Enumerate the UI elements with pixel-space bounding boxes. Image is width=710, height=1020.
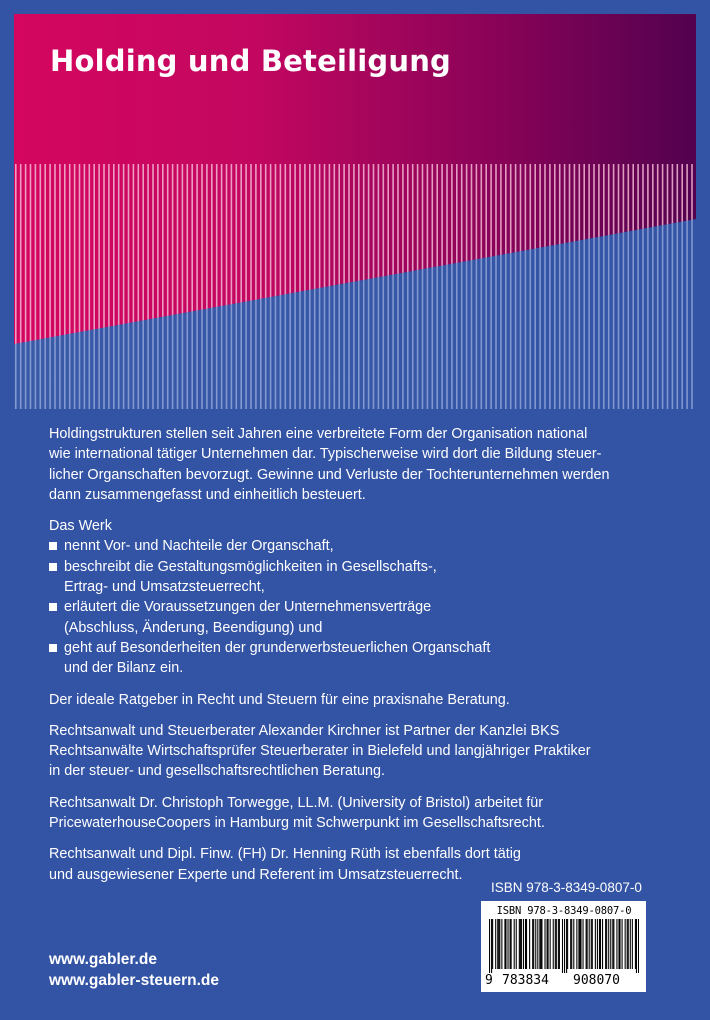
list-item bbox=[49, 536, 664, 556]
barcode-bar bbox=[619, 919, 620, 969]
decorative-stripe bbox=[603, 214, 605, 409]
description-block bbox=[49, 424, 664, 885]
barcode-bar bbox=[553, 919, 554, 969]
author-bio-line: Rechtsanwalt und Steuerberater Alexander Kirchner ist Partner der Kanzlei BKS bbox=[49, 722, 560, 739]
barcode-bar bbox=[539, 919, 540, 969]
barcode-bar bbox=[544, 919, 545, 969]
barcode-digit-group: 908070 bbox=[573, 973, 620, 988]
author-bio-line: Rechtsanwalt und Dipl. Finw. (FH) Dr. Henning Rüth ist ebenfalls dort tätig bbox=[49, 846, 521, 863]
barcode-bar bbox=[586, 919, 587, 969]
barcode-bar bbox=[491, 919, 492, 973]
barcode-bar bbox=[556, 919, 557, 969]
barcode-bar bbox=[511, 919, 512, 969]
barcode-bar bbox=[547, 919, 548, 969]
barcode-bar bbox=[558, 919, 559, 969]
barcode-bar bbox=[595, 919, 596, 969]
barcode-bar bbox=[602, 919, 603, 969]
intro-line: Holdingstrukturen stellen seit Jahren eine verbreitete Form der Organisation national bbox=[49, 426, 588, 442]
decorative-stripe bbox=[647, 214, 649, 409]
barcode-header: ISBN 978-3-8349-0807-0 bbox=[496, 905, 632, 917]
intro-line: wie international tätiger Unternehmen dar. Typischerweise wird dort die Bildung steuer- bbox=[49, 446, 602, 463]
decorative-stripe bbox=[632, 214, 634, 409]
werk-label: Das Werk bbox=[49, 518, 112, 535]
decorative-stripe bbox=[588, 214, 590, 409]
barcode-bar bbox=[638, 919, 639, 973]
barcode-bar bbox=[489, 919, 490, 973]
barcode-bar bbox=[555, 919, 556, 969]
barcode-bar bbox=[622, 919, 623, 969]
decorative-stripe bbox=[35, 164, 37, 364]
barcode-bar bbox=[498, 919, 499, 969]
decorative-stripe bbox=[598, 214, 600, 409]
barcode-bar bbox=[497, 919, 498, 969]
website-link[interactable]: www.gabler.de bbox=[49, 951, 157, 968]
decorative-stripe bbox=[667, 214, 669, 409]
barcode-bar bbox=[600, 919, 601, 969]
decorative-stripe bbox=[30, 164, 32, 364]
website-links bbox=[49, 949, 219, 991]
barcode-bar bbox=[519, 919, 520, 969]
intro-line: dann zusammengefasst und einheitlich besteuert. bbox=[49, 486, 366, 503]
author-bio bbox=[49, 721, 664, 782]
barcode-bar bbox=[635, 919, 636, 969]
barcode-bar bbox=[540, 919, 541, 969]
decorative-stripe bbox=[691, 214, 693, 409]
feature-list bbox=[49, 536, 664, 678]
barcode-bar bbox=[630, 919, 631, 969]
decorative-stripe bbox=[672, 214, 674, 409]
decorative-stripe bbox=[579, 214, 581, 409]
decorative-stripe bbox=[642, 214, 644, 409]
barcode-bar bbox=[510, 919, 511, 969]
barcode-bar bbox=[570, 919, 571, 969]
barcode-bar bbox=[505, 919, 506, 969]
barcode-bar bbox=[582, 919, 583, 969]
decorative-stripe bbox=[583, 214, 585, 409]
author-bio-line: und ausgewiesener Experte und Referent im Umsatzsteuerrecht. bbox=[49, 866, 463, 883]
barcode-bar bbox=[579, 919, 580, 969]
cover-artwork bbox=[14, 14, 696, 409]
square-bullet-icon bbox=[49, 644, 57, 652]
decorative-stripe bbox=[54, 164, 56, 364]
author-bio-line: in der steuer- und gesellschaftsrechtlichen Beratung. bbox=[49, 763, 385, 780]
author-bio-line: Rechtsanwälte Wirtschaftsprüfer Steuerberater in Bielefeld und langjähriger Praktiker bbox=[49, 743, 591, 760]
decorative-stripe bbox=[662, 214, 664, 409]
decorative-stripe bbox=[618, 214, 620, 409]
closing-statement: Der ideale Ratgeber in Recht und Steuern für eine praxisnahe Beratung. bbox=[49, 691, 510, 708]
barcode-bar bbox=[608, 919, 609, 969]
barcode-bar bbox=[541, 919, 542, 969]
barcode-bar bbox=[492, 919, 493, 969]
decorative-stripe bbox=[608, 214, 610, 409]
barcode-bar bbox=[618, 919, 619, 969]
decorative-stripe bbox=[15, 164, 17, 364]
list-item-line: geht auf Besonderheiten der grunderwerbsteuerlichen Organschaft bbox=[64, 639, 491, 656]
isbn-barcode bbox=[481, 901, 646, 992]
barcode-bar bbox=[610, 919, 611, 969]
barcode-bars bbox=[489, 919, 639, 973]
barcode-bar bbox=[526, 919, 527, 969]
decorative-stripe bbox=[681, 214, 683, 409]
decorative-stripe bbox=[613, 214, 615, 409]
decorative-stripe bbox=[59, 164, 61, 364]
barcode-bar bbox=[562, 919, 563, 973]
barcode-bar bbox=[495, 919, 496, 969]
author-bio bbox=[49, 844, 664, 885]
decorative-stripe bbox=[64, 164, 66, 364]
decorative-stripe bbox=[44, 164, 46, 364]
list-item bbox=[49, 638, 664, 679]
barcode-bar bbox=[578, 919, 579, 969]
square-bullet-icon bbox=[49, 563, 57, 571]
barcode-bar bbox=[627, 919, 628, 969]
barcode-bar bbox=[571, 919, 572, 969]
barcode-bar bbox=[628, 919, 629, 969]
barcode-bar bbox=[625, 919, 626, 969]
list-item-line: erläutert die Voraussetzungen der Unternehmensverträge bbox=[64, 599, 432, 616]
barcode-bar bbox=[550, 919, 551, 969]
website-link[interactable]: www.gabler-steuern.de bbox=[49, 972, 219, 989]
barcode-bar bbox=[564, 919, 565, 973]
list-item-line: und der Bilanz ein. bbox=[64, 660, 184, 677]
decorative-stripe bbox=[569, 214, 571, 409]
barcode-bar bbox=[566, 919, 567, 973]
barcode-bar bbox=[605, 919, 606, 969]
barcode-bar bbox=[589, 919, 590, 969]
square-bullet-icon bbox=[49, 542, 57, 550]
barcode-bar bbox=[612, 919, 613, 969]
barcode-bar bbox=[533, 919, 534, 969]
barcode-bar bbox=[592, 919, 593, 969]
barcode-bar bbox=[516, 919, 517, 969]
barcode-bar bbox=[525, 919, 526, 969]
decorative-stripe bbox=[574, 214, 576, 409]
barcode-bar bbox=[514, 919, 515, 969]
barcode-bar bbox=[548, 919, 549, 969]
decorative-stripe bbox=[40, 164, 42, 364]
list-item-line: Ertrag- und Umsatzsteuerrecht, bbox=[64, 579, 265, 596]
barcode-bar bbox=[521, 919, 522, 969]
list-item-line: (Abschluss, Änderung, Beendigung) und bbox=[64, 619, 323, 636]
decorative-stripe bbox=[25, 164, 27, 364]
decorative-stripe bbox=[20, 164, 22, 364]
barcode-bar bbox=[576, 919, 577, 969]
list-item-line: nennt Vor- und Nachteile der Organschaft, bbox=[64, 538, 334, 555]
list-item-line: beschreibt die Gestaltungsmöglichkeiten in Gesellschafts-, bbox=[64, 558, 437, 575]
intro-line: licher Organschaften bevorzugt. Gewinne und Verluste der Tochterunternehmen werden bbox=[49, 466, 610, 483]
decorative-stripe bbox=[657, 214, 659, 409]
decorative-stripe bbox=[637, 214, 639, 409]
barcode-bar bbox=[507, 919, 508, 969]
barcode-bar bbox=[580, 919, 581, 969]
decorative-stripe bbox=[49, 164, 51, 364]
decorative-stripe bbox=[564, 214, 566, 409]
decorative-stripe bbox=[652, 214, 654, 409]
barcode-bar bbox=[537, 919, 538, 969]
barcode-bar bbox=[573, 919, 574, 969]
author-bio-line: Rechtsanwalt Dr. Christoph Torwegge, LL.M. (University of Bristol) arbeitet für bbox=[49, 794, 544, 811]
square-bullet-icon bbox=[49, 603, 57, 611]
barcode-bar bbox=[606, 919, 607, 969]
book-title: Holding und Beteiligung bbox=[50, 44, 452, 78]
barcode-bar bbox=[523, 919, 524, 969]
decorative-stripe bbox=[686, 214, 688, 409]
decorative-stripe bbox=[623, 214, 625, 409]
barcode-bar bbox=[616, 919, 617, 969]
barcode-digit-group: 9 bbox=[485, 973, 493, 988]
barcode-bar bbox=[597, 919, 598, 969]
barcode-bar bbox=[587, 919, 588, 969]
barcode-bar bbox=[529, 919, 530, 969]
list-item bbox=[49, 557, 664, 598]
barcode-bar bbox=[501, 919, 502, 969]
barcode-digit-group: 783834 bbox=[502, 973, 549, 988]
barcode-bar bbox=[532, 919, 533, 969]
barcode-bar bbox=[632, 919, 633, 969]
list-item bbox=[49, 597, 664, 638]
barcode-bar bbox=[504, 919, 505, 969]
barcode-bar bbox=[567, 919, 568, 969]
decorative-stripe bbox=[677, 214, 679, 409]
isbn-label: ISBN 978-3-8349-0807-0 bbox=[491, 880, 642, 895]
author-bio bbox=[49, 793, 664, 834]
barcode-bar bbox=[499, 919, 500, 969]
decorative-stripe bbox=[593, 214, 595, 409]
barcode-bar bbox=[535, 919, 536, 969]
intro-paragraph bbox=[49, 424, 664, 505]
decorative-stripe bbox=[628, 214, 630, 409]
barcode-bar bbox=[636, 919, 637, 973]
author-bio-line: PricewaterhouseCoopers in Hamburg mit Schwerpunkt im Gesellschaftsrecht. bbox=[49, 815, 545, 832]
barcode-bar bbox=[559, 919, 560, 969]
barcode-bar bbox=[613, 919, 614, 969]
barcode-bar bbox=[591, 919, 592, 969]
barcode-bar bbox=[520, 919, 521, 969]
barcode-bar bbox=[599, 919, 600, 969]
